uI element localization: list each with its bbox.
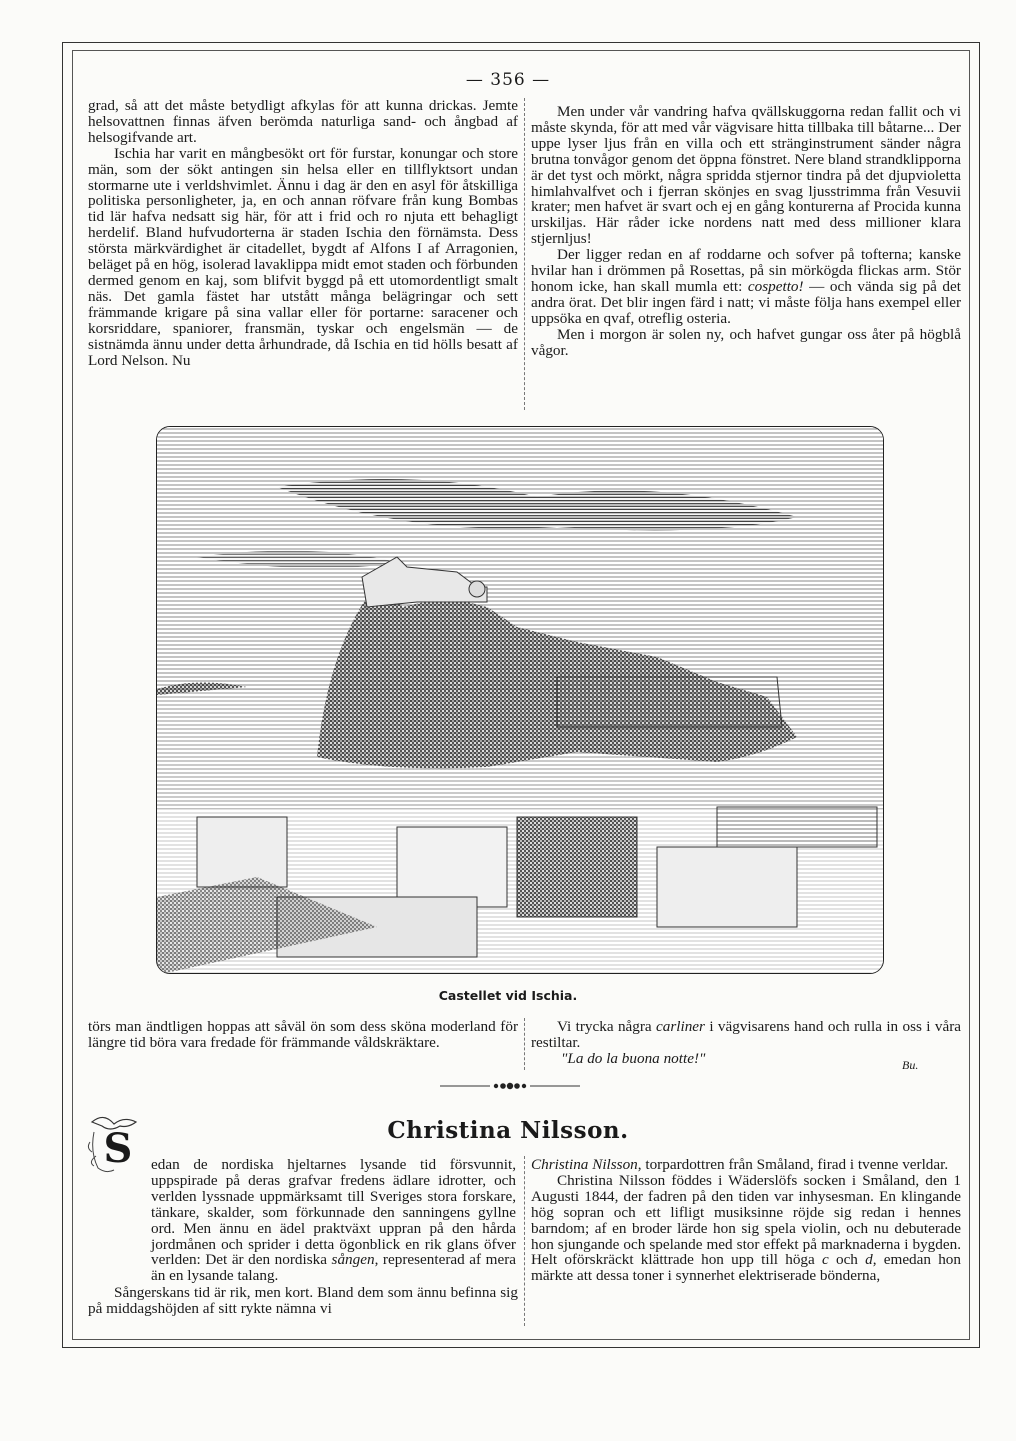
emphasis: carliner bbox=[656, 1018, 705, 1035]
closing-quote: "La do la buona notte!" bbox=[561, 1049, 706, 1067]
decorative-initial-letter bbox=[84, 1112, 150, 1178]
middle-right-column bbox=[531, 1019, 961, 1067]
column-divider bbox=[524, 1018, 525, 1070]
paragraph: törs man ändtligen hoppas att såväl ön som dess sköna moderland för längre tid böra vara fredade för främmande våldskräktare. bbox=[88, 1018, 518, 1051]
upper-right-column bbox=[531, 104, 961, 359]
article-right-column bbox=[531, 1157, 961, 1284]
ornamental-separator bbox=[440, 1080, 580, 1092]
author-signature: Bu. bbox=[902, 1058, 919, 1072]
paragraph: Christina Nilsson, torpardottren från Småland, firad i tvenne verldar. bbox=[531, 1156, 949, 1173]
paragraph: Sångerskans tid är rik, men kort. Bland dem som ännu befinna sig på middagshöjden af sitt rykte nämna vi bbox=[88, 1284, 518, 1317]
article-left-column-bottom bbox=[88, 1285, 518, 1317]
paragraph: edan de nordiska hjeltarnes lysande tid försvunnit, uppspirade på deras grafvar fredens ädlare idrotter, och verlden lyssnade uppmärksamt till Sveriges stora forskare, tänkare, skalder, som förkunnade den sanningens gyllne ord. Men ännu en ädel praktväxt uppran på den hårda jordmånen och sprider i detta ögonblick en rik glans öfver verlden: Det är den nordiska sången, representerad af mera än en lysande talang. bbox=[151, 1156, 516, 1285]
article-heading: Christina Nilsson. bbox=[387, 1117, 629, 1144]
column-divider bbox=[524, 98, 525, 410]
emphasis: Christina Nilsson bbox=[531, 1156, 638, 1173]
paragraph: Men i morgon är solen ny, och hafvet gungar oss åter på högblå vågor. bbox=[531, 325, 961, 359]
illustration-caption: Castellet vid Ischia. bbox=[438, 988, 578, 1003]
paragraph: Der ligger redan en af roddarne och sofver på tofterna; kanske hvilar han i drömmen på Rosettas, på sin mörkögda flickas arm. Stör honom icke, han skall mumla ett: cospetto! — och vända sig på det andra örat. Det blir ingen färd i natt; vi måste följa hans exempel eller uppsöka en qvaf, otreflig osteria. bbox=[531, 246, 961, 327]
paragraph: Men under vår vandring hafva qvällskuggorna redan fallit och vi måste skynda, för att med vår vägvisare hitta tillbaka till båtarne... Der uppe lyser ljus från en villa och ett stränginstrument sänder några brutna tonvågor genom det öppna fönstret. Nere bland strandklipporna är det tyst och mörkt, några spridda stjernor tindra på det djupvioletta himlahvalfvet och i fjerran skönjes en svag ljusstrimma från Vesuvii krater; men hafvet är svart och ej en gång konturerna af Procida kunna urskiljas. Här råder icke nordens natt med dess millioner klara stjernljus! bbox=[531, 103, 961, 248]
upper-left-column bbox=[88, 98, 518, 368]
castle-engraving-illustration bbox=[156, 426, 884, 974]
column-divider bbox=[524, 1156, 525, 1326]
paragraph: Vi trycka några carliner i vägvisarens hand och rulla in oss i våra restiltar. bbox=[531, 1018, 961, 1051]
article-left-column-top bbox=[151, 1157, 516, 1284]
initial-letter: S bbox=[103, 1125, 133, 1172]
paragraph: Ischia har varit en mångbesökt ort för furstar, konungar och store män, som der sökt antingen sin helsa eller en tillflyktsort undan stormarne ute i verldshvimlet. Ännu i dag är den en asyl för åtskilliga politiska personligheter, ja, en och annan röfvare från kung Bombas tid lär hafva nedsatt sig här, för att i frid och ro njuta ett behagligt herdelif. Bland hufvudorterna är staden Ischia den förnämsta. Dess största märkvärdighet är citadellet, bygdt af Alfons I af Arragonien, beläget på en hög, isolerad lavaklippa midt emot staden och förbunden dermed genom en kaj, som blifvit byggd på ett utomordentligt smalt näs. Det gamla fästet har utstått många belägringar och sett främmande krigare på sina vallar eller för portarne: saracener och korsriddare, spaniorer, fransmän, tyskar och engelsmän — de sistnämda ännu under detta århundrade, då Ischia en tid hölls besatt af Lord Nelson. Nu bbox=[88, 144, 518, 369]
emphasis: cospetto! bbox=[747, 277, 804, 295]
emphasis: sången bbox=[331, 1251, 375, 1269]
middle-left-column bbox=[88, 1019, 518, 1051]
paragraph: Christina Nilsson föddes i Wäderslöfs socken i Småland, den 1 Augusti 1844, der fadren på den tiden var inhysesman. En klingande hög sopran och ett lifligt musiksinne röjde sig redan i hennes barndom; af en broder lärde hon sig spela violin, och nu debuterade hon sjungande och spelande med stor effekt på marknaderna i bygden. Helt oförskräckt klättrade hon upp till höga c och d, emedan hon märkte att dessa toner i synnerhet elektriserade bönderna, bbox=[531, 1171, 961, 1285]
paragraph: grad, så att det måste betydligt afkylas för att kunna drickas. Jemte helsovattnen finnas äfven berömda naturliga sand- och ångbad af helsogifvande art. bbox=[88, 97, 518, 146]
page-number: — 356 — bbox=[465, 70, 551, 90]
